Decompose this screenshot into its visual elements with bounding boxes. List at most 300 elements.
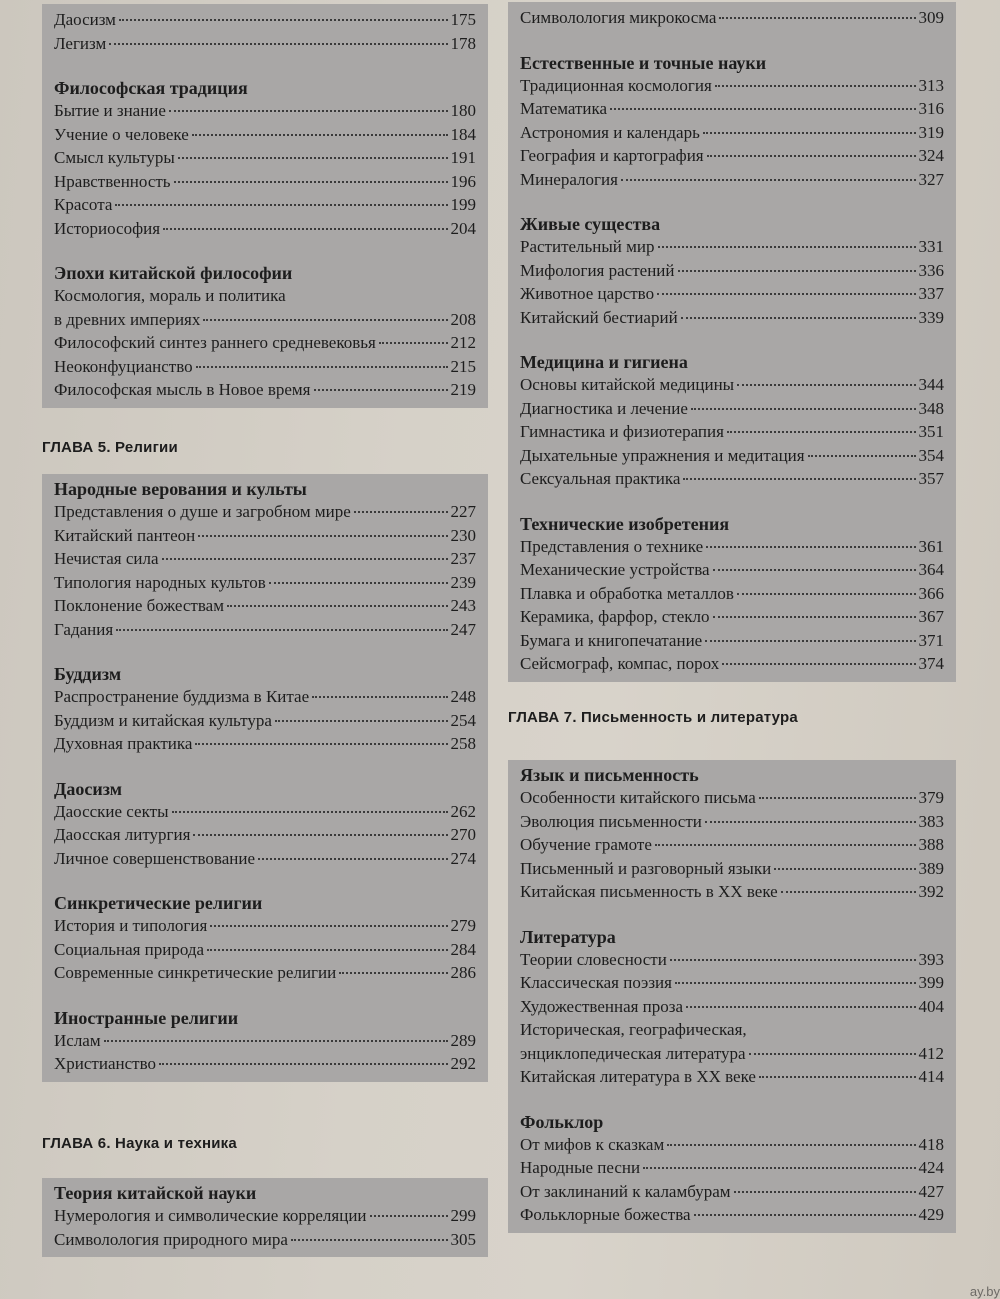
section-title: Язык и письменность: [520, 765, 699, 785]
section-title: Теория китайской науки: [54, 1183, 257, 1203]
dot-leader: [192, 134, 448, 136]
page-number: 313: [918, 75, 944, 95]
toc-entry: [520, 1065, 944, 1089]
entry-title: Неоконфуцианство: [54, 356, 193, 376]
dot-leader: [678, 270, 916, 272]
dot-leader: [339, 972, 447, 974]
entry-title: Минералогия: [520, 169, 618, 189]
page-number: 344: [918, 375, 944, 394]
entry-title: Поклонение божествам: [54, 596, 224, 615]
entry-title: Учение о человеке: [54, 124, 189, 144]
dot-leader: [691, 408, 916, 410]
toc-entry: [520, 74, 944, 98]
toc-entry: [520, 629, 944, 653]
page-number: 178: [450, 33, 476, 53]
page-number: 262: [450, 801, 476, 821]
dot-leader: [657, 293, 915, 295]
toc-entry: [520, 121, 944, 145]
toc-section: [54, 1182, 476, 1251]
page-number: 336: [918, 260, 944, 280]
toc-entry: [54, 355, 476, 379]
dot-leader: [713, 616, 916, 618]
toc-entry: [520, 786, 944, 810]
page-number: 180: [450, 101, 476, 120]
page-number: 324: [918, 146, 944, 165]
toc-section: [520, 1111, 944, 1227]
toc-entry: [520, 373, 944, 397]
page-number: 227: [450, 502, 476, 521]
toc-entry: [54, 193, 476, 217]
section-title: Медицина и гигиена: [520, 352, 688, 372]
toc-entry: [520, 1133, 944, 1157]
entry-title: Диагностика и лечение: [520, 398, 688, 418]
entry-title: Животное царство: [520, 284, 655, 303]
dot-leader: [227, 605, 448, 607]
entry-title: Растительный мир: [520, 237, 655, 256]
page-number: 204: [450, 218, 476, 238]
section-title: Народные верования и культы: [54, 479, 307, 499]
toc-entry: [54, 914, 476, 938]
dot-leader: [116, 629, 447, 631]
dot-leader: [162, 558, 448, 560]
dot-leader: [706, 546, 915, 548]
entry-title: Философская мысль в Новое время: [54, 380, 311, 399]
toc-entry: [54, 284, 476, 308]
dot-leader: [269, 582, 448, 584]
entry-title: Сексуальная практика: [520, 469, 681, 488]
entry-title: Теории словесности: [520, 949, 667, 969]
page-number: 429: [918, 1205, 944, 1224]
toc-entry: [520, 605, 944, 629]
dot-leader: [683, 478, 915, 480]
page-number: 371: [918, 630, 944, 650]
page-number: 243: [450, 596, 476, 615]
entry-title: Красота: [54, 195, 113, 214]
page-number: 331: [918, 237, 944, 256]
dot-leader: [207, 949, 447, 951]
page-number: 199: [450, 195, 476, 214]
watermark: ay.by: [969, 1284, 1000, 1299]
entry-title: Художественная проза: [520, 996, 684, 1016]
toc-entry: [54, 1052, 476, 1076]
entry-title: Гадания: [54, 619, 114, 639]
toc-entry: [520, 1203, 944, 1227]
dot-leader: [774, 868, 915, 870]
page-number: 299: [450, 1206, 476, 1225]
entry-title: в древних империях: [54, 309, 201, 329]
dot-leader: [694, 1214, 916, 1216]
entry-title: Мифология растений: [520, 260, 675, 280]
entry-title: Нравственность: [54, 171, 171, 191]
dot-leader: [707, 155, 916, 157]
page-number: 270: [450, 825, 476, 844]
page-number: 354: [918, 445, 944, 465]
page-number: 274: [450, 848, 476, 868]
toc-box: [508, 2, 956, 682]
toc-box: [42, 1178, 488, 1257]
entry-title: энциклопедическая литература: [520, 1043, 746, 1063]
toc-entry: [54, 547, 476, 571]
entry-title: Смысл культуры: [54, 148, 175, 167]
toc-entry: [54, 170, 476, 194]
page-number: 361: [918, 536, 944, 556]
page-number: 393: [918, 949, 944, 969]
page-number: 316: [918, 99, 944, 118]
dot-leader: [354, 511, 448, 513]
toc-entry: [520, 880, 944, 904]
dot-leader: [193, 834, 447, 836]
dot-leader: [203, 319, 447, 321]
dot-leader: [198, 535, 447, 537]
dot-leader: [719, 17, 915, 19]
toc-entry: [54, 123, 476, 147]
toc-entry: [54, 308, 476, 332]
page-number: 424: [918, 1158, 944, 1177]
toc-entry: [54, 618, 476, 642]
toc-entry: [54, 594, 476, 618]
toc-entry: [54, 1029, 476, 1053]
dot-leader: [749, 1053, 916, 1055]
page-number: 248: [450, 687, 476, 706]
toc-entry: [520, 833, 944, 857]
entry-title: Космология, мораль и политика: [54, 286, 286, 305]
toc-entry: [54, 99, 476, 123]
entry-title: Историософия: [54, 218, 161, 238]
toc-entry: [54, 961, 476, 985]
page-number: 284: [450, 939, 476, 959]
toc-box: [42, 474, 488, 1082]
dot-leader: [109, 43, 447, 45]
dot-leader: [379, 342, 448, 344]
page-number: 292: [450, 1054, 476, 1073]
section-title: Даосизм: [54, 778, 122, 799]
section-title: Эпохи китайской философии: [54, 263, 293, 283]
entry-title: Эволюция письменности: [520, 811, 702, 831]
entry-title: Личное совершенствование: [54, 848, 256, 868]
entry-title: Даосизм: [54, 10, 116, 29]
toc-box: [508, 760, 956, 1233]
entry-title: Представления о душе и загробном мире: [54, 502, 351, 521]
toc-entry: [520, 948, 944, 972]
dot-leader: [275, 720, 448, 722]
toc-entry: [520, 810, 944, 834]
page-number: 364: [918, 560, 944, 579]
entry-title: Астрономия и календарь: [520, 122, 700, 142]
dot-leader: [119, 19, 448, 21]
toc-entry: [520, 259, 944, 283]
dot-leader: [195, 743, 447, 745]
page-number: 337: [918, 284, 944, 303]
entry-title: Символология природного мира: [54, 1229, 288, 1249]
toc-entry: [54, 571, 476, 595]
entry-title: Народные песни: [520, 1158, 641, 1177]
toc-section: [520, 513, 944, 676]
page-number: 175: [450, 10, 476, 29]
section-title: Живые существа: [520, 214, 661, 234]
toc-entry: [520, 306, 944, 330]
dot-leader: [705, 640, 915, 642]
dot-leader: [713, 569, 916, 571]
page-number: 196: [450, 171, 476, 191]
page-number: 348: [918, 398, 944, 418]
dot-leader: [174, 181, 448, 183]
page-number: 367: [918, 607, 944, 626]
toc-section: [520, 926, 944, 1089]
page-number: 208: [450, 309, 476, 329]
page-number: 305: [450, 1229, 476, 1249]
section-title: Иностранные религии: [54, 1007, 239, 1028]
chapter-heading: ГЛАВА 6. Наука и техника: [42, 1135, 237, 1152]
toc-entry: [520, 582, 944, 606]
dot-leader: [169, 110, 448, 112]
page-number: 339: [918, 307, 944, 327]
dot-leader: [737, 384, 915, 386]
toc-entry: [54, 685, 476, 709]
toc-entry: [520, 1156, 944, 1180]
page-number: 215: [450, 356, 476, 376]
dot-leader: [705, 821, 916, 823]
toc-entry: [54, 1204, 476, 1228]
dot-leader: [314, 389, 448, 391]
toc-entry: [54, 847, 476, 871]
page-number: 366: [918, 583, 944, 603]
page-number: 309: [918, 8, 944, 27]
chapter-heading: ГЛАВА 7. Письменность и литература: [508, 709, 798, 726]
entry-title: Буддизм и китайская культура: [54, 710, 272, 730]
dot-leader: [178, 157, 448, 159]
page-number: 212: [450, 333, 476, 352]
dot-leader: [715, 85, 916, 87]
page-number: 357: [918, 469, 944, 488]
toc-section: [520, 764, 944, 904]
page-number: 319: [918, 122, 944, 142]
toc-entry: [54, 800, 476, 824]
toc-section: [54, 892, 476, 985]
toc-entry: [54, 217, 476, 241]
page-number: 191: [450, 148, 476, 167]
entry-title: Бытие и знание: [54, 101, 166, 120]
entry-title: Бумага и книгопечатание: [520, 630, 703, 650]
dot-leader: [312, 696, 447, 698]
toc-section: [520, 52, 944, 192]
dot-leader: [686, 1006, 915, 1008]
toc-entry: [520, 857, 944, 881]
dot-leader: [737, 593, 916, 595]
page-number: 383: [918, 811, 944, 831]
section-title: Технические изобретения: [520, 513, 730, 534]
entry-title: Письменный и разговорный языки: [520, 858, 772, 878]
toc-entry: [54, 524, 476, 548]
toc-entry: [520, 168, 944, 192]
toc-entry: [54, 8, 476, 32]
entry-title: Сейсмограф, компас, порох: [520, 654, 720, 673]
page-number: 379: [918, 788, 944, 807]
toc-entry: [520, 995, 944, 1019]
entry-title: Механические устройства: [520, 560, 710, 579]
toc-section: [54, 8, 476, 55]
dot-leader: [258, 858, 447, 860]
entry-title: История и типология: [54, 916, 208, 935]
page-number: 392: [918, 882, 944, 901]
entry-title: Ислам: [54, 1030, 101, 1050]
section-title: Литература: [520, 926, 616, 947]
toc-section: [54, 478, 476, 641]
toc-entry: [520, 97, 944, 121]
toc-section: [54, 663, 476, 756]
entry-title: Основы китайской медицины: [520, 375, 735, 394]
entry-title: Традиционная космология: [520, 75, 712, 95]
entry-title: Типология народных культов: [54, 572, 266, 592]
toc-entry: [520, 535, 944, 559]
entry-title: Китайский пантеон: [54, 525, 196, 545]
toc-entry: [54, 331, 476, 355]
dot-leader: [643, 1167, 915, 1169]
entry-title: Распространение буддизма в Китае: [54, 687, 310, 706]
toc-entry: [520, 420, 944, 444]
toc-entry: [520, 144, 944, 168]
page-number: 414: [918, 1067, 944, 1086]
entry-title: Математика: [520, 99, 608, 118]
toc-entry: [54, 146, 476, 170]
toc-section: [54, 778, 476, 871]
page-number: 389: [918, 858, 944, 878]
toc-section: [520, 6, 944, 30]
dot-leader: [675, 982, 916, 984]
dot-leader: [610, 108, 915, 110]
dot-leader: [104, 1040, 448, 1042]
dot-leader: [722, 663, 915, 665]
entry-title: Гимнастика и физиотерапия: [520, 422, 724, 441]
toc-entry: [520, 971, 944, 995]
toc-entry: [54, 938, 476, 962]
toc-entry: [520, 652, 944, 676]
page-number: 239: [450, 572, 476, 592]
toc-entry: [54, 823, 476, 847]
page-number: 427: [918, 1181, 944, 1201]
toc-entry: [520, 467, 944, 491]
toc-section: [520, 213, 944, 329]
toc-entry: [520, 1018, 944, 1042]
entry-title: Нечистая сила: [54, 549, 159, 568]
page-number: 254: [450, 710, 476, 730]
entry-title: Историческая, географическая,: [520, 1020, 747, 1039]
entry-title: Социальная природа: [54, 939, 205, 959]
entry-title: Символология микрокосма: [520, 8, 717, 27]
entry-title: Представления о технике: [520, 536, 704, 556]
toc-entry: [520, 558, 944, 582]
toc-entry: [520, 1180, 944, 1204]
dot-leader: [370, 1215, 448, 1217]
entry-title: Классическая поэзия: [520, 973, 672, 992]
dot-leader: [781, 891, 916, 893]
entry-title: Современные синкретические религии: [54, 963, 337, 982]
toc-section: [54, 1007, 476, 1076]
page-number: 374: [918, 654, 944, 673]
entry-title: Китайская литература в XX веке: [520, 1067, 756, 1086]
page-number: 404: [918, 996, 944, 1016]
page-number: 258: [450, 734, 476, 753]
page-number: 279: [450, 916, 476, 935]
chapter-heading: ГЛАВА 5. Религии: [42, 439, 178, 456]
toc-entry: [520, 444, 944, 468]
entry-title: Нумерология и символические корреляции: [54, 1206, 367, 1225]
entry-title: Дыхательные упражнения и медитация: [520, 445, 805, 465]
entry-title: Особенности китайского письма: [520, 788, 756, 807]
dot-leader: [115, 204, 447, 206]
entry-title: Даосские секты: [54, 801, 169, 821]
dot-leader: [670, 959, 916, 961]
dot-leader: [734, 1191, 916, 1193]
section-title: Естественные и точные науки: [520, 52, 767, 73]
toc-section: [54, 77, 476, 240]
dot-leader: [196, 366, 448, 368]
dot-leader: [621, 179, 916, 181]
dot-leader: [808, 455, 916, 457]
dot-leader: [658, 246, 916, 248]
dot-leader: [681, 317, 916, 319]
dot-leader: [727, 431, 916, 433]
toc-entry: [520, 235, 944, 259]
page-number: 327: [918, 169, 944, 189]
toc-entry: [54, 709, 476, 733]
section-title: Синкретические религии: [54, 893, 263, 913]
entry-title: Обучение грамоте: [520, 835, 652, 854]
entry-title: От мифов к сказкам: [520, 1134, 665, 1154]
toc-entry: [520, 1042, 944, 1066]
entry-title: Керамика, фарфор, стекло: [520, 607, 710, 626]
entry-title: Легизм: [54, 33, 107, 53]
page-number: 399: [918, 973, 944, 992]
toc-entry: [54, 732, 476, 756]
toc-entry: [520, 6, 944, 30]
entry-title: Философский синтез раннего средневековья: [54, 333, 376, 352]
toc-entry: [54, 1228, 476, 1252]
dot-leader: [667, 1144, 915, 1146]
page-number: 418: [918, 1134, 944, 1154]
entry-title: Даосская литургия: [54, 825, 191, 844]
toc-entry: [54, 500, 476, 524]
page-number: 247: [450, 619, 476, 639]
page-number: 289: [450, 1030, 476, 1050]
toc-entry: [54, 378, 476, 402]
toc-box: [42, 4, 488, 408]
page-number: 219: [450, 380, 476, 399]
entry-title: Плавка и обработка металлов: [520, 583, 734, 603]
page-number: 351: [918, 422, 944, 441]
toc-section: [54, 262, 476, 402]
entry-title: Фольклорные божества: [520, 1205, 691, 1224]
page-number: 230: [450, 525, 476, 545]
dot-leader: [759, 1076, 916, 1078]
toc-entry: [54, 32, 476, 56]
entry-title: География и картография: [520, 146, 704, 165]
dot-leader: [291, 1239, 448, 1241]
entry-title: Китайский бестиарий: [520, 307, 678, 327]
section-title: Фольклор: [520, 1111, 604, 1132]
entry-title: Духовная практика: [54, 734, 193, 753]
page-number: 412: [918, 1043, 944, 1063]
dot-leader: [759, 797, 916, 799]
section-title: Философская традиция: [54, 78, 248, 98]
page-number: 237: [450, 549, 476, 568]
dot-leader: [172, 811, 448, 813]
section-title: Буддизм: [54, 664, 122, 684]
toc-section: [520, 351, 944, 491]
dot-leader: [703, 132, 916, 134]
dot-leader: [159, 1063, 448, 1065]
toc-entry: [520, 282, 944, 306]
toc-entry: [520, 397, 944, 421]
